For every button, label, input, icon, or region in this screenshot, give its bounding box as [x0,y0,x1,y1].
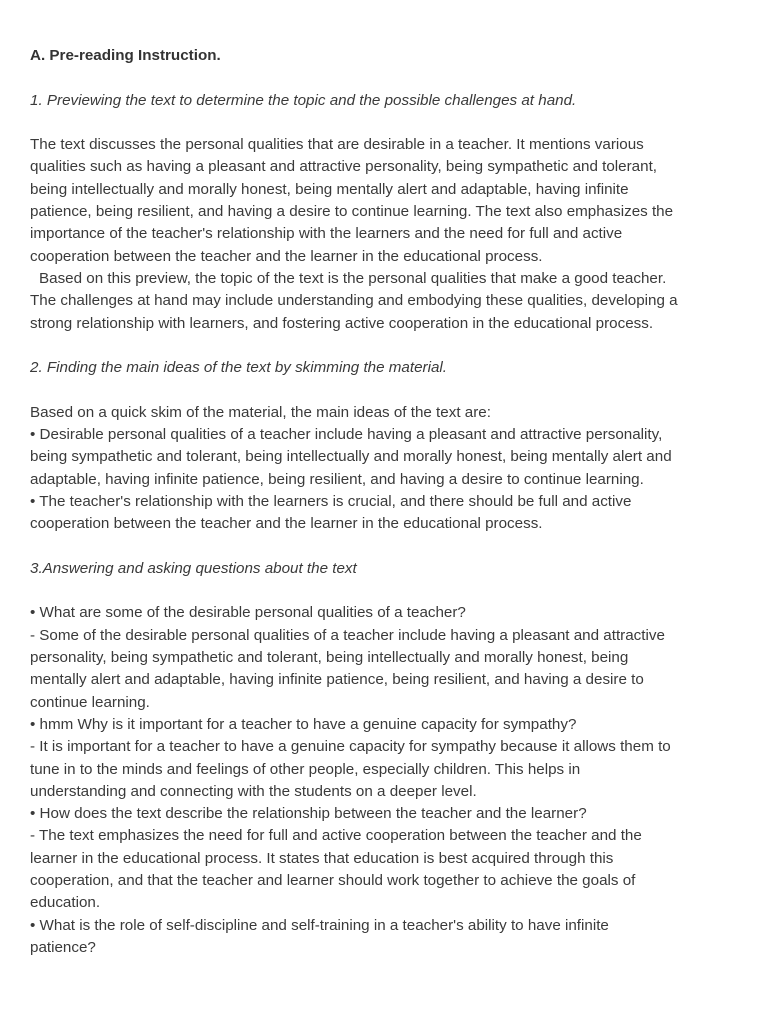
step1-title: 1. Previewing the text to determine the topic and the possible challenges at hand. [30,91,577,109]
answer-line: learner in the educational process. It states that education is best acquired through this [30,849,614,867]
paragraph-line: qualities such as having a pleasant and attractive personality, being sympathetic and tolerant, [30,158,658,176]
answer-line: personality, being sympathetic and tolerant, being intellectually and morally honest, being [30,649,629,667]
paragraph-line: being sympathetic and tolerant, being intellectually and morally honest, being mentally alert and [30,448,672,466]
answer-line: - It is important for a teacher to have a genuine capacity for sympathy because it allows them to [30,738,671,756]
question-line: • How does the text describe the relationship between the teacher and the learner? [30,805,587,823]
spacer [30,112,738,134]
spacer [30,335,738,357]
paragraph-line: The challenges at hand may include understanding and embodying these qualities, developing a [30,292,678,310]
question-line: patience? [30,938,96,956]
paragraph-line: being intellectually and morally honest, being mentally alert and adaptable, having infinite [30,180,629,198]
answer-line: understanding and connecting with the students on a deeper level. [30,782,477,800]
paragraph-line: The text discusses the personal qualities that are desirable in a teacher. It mentions various [30,136,644,154]
paragraph-line: adaptable, having infinite patience, being resilient, and having a desire to continue learning. [30,470,644,488]
step3-body [30,602,738,959]
bullet-line: • Desirable personal qualities of a teacher include having a pleasant and attractive personality, [30,426,663,444]
question-line: • What is the role of self-discipline and self-training in a teacher's ability to have infinite [30,916,609,934]
answer-line: tune in to the minds and feelings of other people, especially children. This helps in [30,760,581,778]
paragraph-line: Based on this preview, the topic of the text is the personal qualities that make a good teacher. [39,269,667,287]
question-line: • hmm Why is it important for a teacher to have a genuine capacity for sympathy? [30,715,577,733]
answer-line: cooperation, and that the teacher and learner should work together to achieve the goals of [30,871,636,889]
step3-title: 3.Answering and asking questions about the text [30,559,357,577]
answer-line: - The text emphasizes the need for full and active cooperation between the teacher and the [30,827,642,845]
step1-paragraph2 [30,268,738,335]
answer-line: education. [30,894,101,912]
spacer [30,580,738,602]
answer-line: continue learning. [30,693,150,711]
bullet-line: • The teacher's relationship with the learners is crucial, and there should be full and active [30,492,632,510]
spacer [30,67,738,89]
answer-line: mentally alert and adaptable, having infinite patience, being resilient, and having a desire to [30,671,644,689]
paragraph-line: cooperation between the teacher and the learner in the educational process. [30,515,543,533]
spacer [30,536,738,558]
paragraph-line: patience, being resilient, and having a desire to continue learning. The text also emphasizes the [30,203,674,221]
paragraph-line: importance of the teacher's relationship with the learners and the need for full and active [30,225,623,243]
answer-line: - Some of the desirable personal qualities of a teacher include having a pleasant and attractive [30,626,665,644]
paragraph-line: Based on a quick skim of the material, the main ideas of the text are: [30,403,491,421]
paragraph-line: strong relationship with learners, and fostering active cooperation in the educational process. [30,314,654,332]
step2-title: 2. Finding the main ideas of the text by skimming the material. [30,359,448,377]
step1-paragraph1 [30,134,738,268]
section-heading: A. Pre-reading Instruction. [30,47,221,64]
paragraph-line: cooperation between the teacher and the learner in the educational process. [30,247,543,265]
step2-body [30,402,738,536]
spacer [30,379,738,401]
question-line: • What are some of the desirable personal qualities of a teacher? [30,604,466,622]
